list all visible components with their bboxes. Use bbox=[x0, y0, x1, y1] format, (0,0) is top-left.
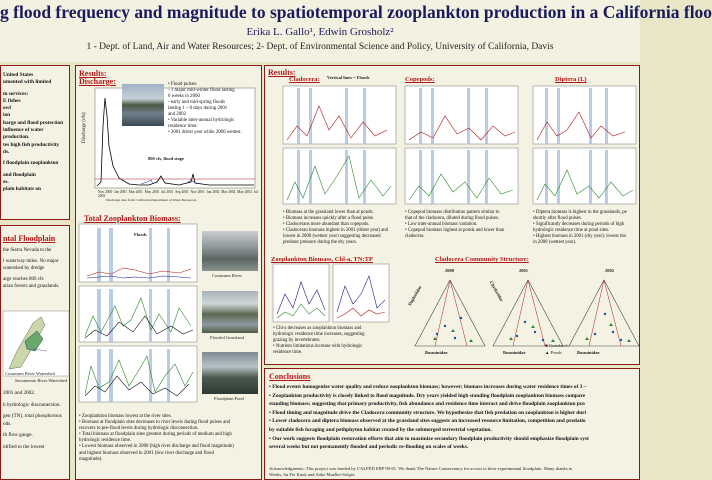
study-site-title: ntal Floodplain bbox=[3, 234, 56, 243]
diptera-bullets: • Diptera biomass is highest in the grasslands, pe shortly after flood pulses. • Significantly decreases during periods of high hydrologic residence time at pond sites. • Highest biomass in 2001 (dry year); lowest bio in 2000 (wettest year). bbox=[533, 210, 627, 245]
ternary-axis-daphniidae: Daphniidae bbox=[407, 284, 423, 307]
zoop-title: Total Zooplankton Biomass: bbox=[84, 214, 181, 223]
zoop-chart-pond bbox=[79, 346, 199, 404]
zoop-bullets: • Zooplankton biomass lowest at the river sites. • Biomass at floodplain sites decreases to river levels during flood pulses and recovers to pre-flood levels during hydrologic disconnection. • Total biomass at floodplain sites greatest during periods of medium and high hydrologic residence time. • Lowest biomass observed in 2000 (high river discharge and flood magnitude) and highest biomass observed in 2001 (low river discharge and flood magnitude). bbox=[79, 414, 234, 462]
legend-ponds: ▲ Ponds bbox=[545, 350, 562, 355]
flood-stage-label: 800 cfs, flood stage bbox=[148, 156, 184, 161]
ternary-axis-chydoridae: Chydoridae bbox=[488, 280, 505, 303]
ternary-axis-bosminidae-2: Bosminidae bbox=[503, 350, 526, 355]
conclusions-panel bbox=[264, 368, 640, 480]
year-2000: 2000 bbox=[445, 268, 454, 273]
cladocera-charts bbox=[283, 86, 398, 206]
map-label-cosumnes: Cosumnes River Watershed bbox=[5, 371, 55, 376]
ternary-plots bbox=[405, 274, 641, 354]
community-title: Cladocera Community Structure: bbox=[435, 256, 529, 263]
photo-label-cosumnes: Cosumnes River bbox=[212, 273, 242, 278]
poster-title: g flood frequency and magnitude to spatiotemporal zooplankton production in a California floo bbox=[0, 2, 712, 22]
cosumnes-photo bbox=[202, 231, 258, 271]
methods-text: 2001 and 2002. h hydrologic disconnection. gen (TN), total phosphorous ods. th flow gauge. ntified to the lowest bbox=[3, 390, 62, 450]
results-left-title: Results: bbox=[79, 69, 107, 78]
year-2002: 2002 bbox=[605, 268, 614, 273]
discharge-xlabels: Nov 2000 Jan 2001 Mar 2001 May 2001 Jul 2001 Sep 2001 Nov 2001 Jan 2002 Mar 2002 May 2002 Jul 2002 bbox=[98, 190, 258, 198]
grassland-photo bbox=[202, 291, 258, 333]
year-2001: 2001 bbox=[519, 268, 528, 273]
river-photo bbox=[122, 84, 164, 126]
diptera-title: Diptera (L) bbox=[555, 76, 587, 83]
results-right-panel bbox=[264, 65, 640, 365]
zoop-chart-grassland bbox=[79, 286, 199, 344]
acknowledgments: Acknowledgments: This project was funded by CALFED ERP 99-01. We thank The Nature Conservancy for access to their experimental floodplain. Many thanks to Weeks, Su Fei Kuok and Anke Mueller-Solger. bbox=[269, 466, 573, 477]
authors: Erika L. Gallo¹, Edwin Grosholz² bbox=[246, 26, 394, 38]
pond-photo bbox=[202, 352, 258, 394]
map-label-sacramento: Sacramento River Watershed bbox=[15, 378, 68, 383]
watershed-map bbox=[3, 311, 69, 376]
chla-title: Zooplankton Biomass, Chl-a, TN:TP bbox=[271, 256, 373, 263]
copepod-charts bbox=[405, 86, 520, 206]
ternary-axis-bosminidae-1: Bosminidae bbox=[425, 350, 448, 355]
study-site-text: the Sierra Nevada to the l waterway miles. No major watershed by dredge arge reaches 800 cfs arian forests and grasslands. bbox=[3, 248, 60, 289]
results-right-title: Results: bbox=[268, 68, 296, 77]
copepods-title: Copepods: bbox=[405, 76, 435, 83]
ternary-axis-bosminidae-3: Bosminidae bbox=[577, 350, 600, 355]
vertical-lines-note: Vertical lines = Floods bbox=[327, 75, 370, 80]
chla-charts bbox=[273, 264, 391, 324]
flood-pulse-bullets: • Flood pulses: - 1 major mid-winter flood lasting 6 weeks in 2000 - early and mid-spring floods lasting 1 – 6 days during 2001 and 2002 • Variable inter-annual hydrologic residence time. • 2001 driest year while 2000 wettest. bbox=[168, 82, 242, 135]
conclusions-text: • Flood events homogenize water quality and reduce zooplankton biomass; however; biomass increases during water residence times of 3 – • Zooplankton productivity is closely linked to flood magnitude. Dry years yielded high standing floodplain zooplankton biomass compare standing biomass; suggesting that primary productivity, fish abundance and residence time interact and drive floodplain zooplankton pro • Flood timing and magnitude drive the Cladocera community structure. We hypothesize that fish predation on zooplankton is higher duri • Lower cladocera and diptera biomass observed at the grassland sites suggests an increased resource limitation, competition and predatio by suitable fish foraging and pethphyton habitat created by the submerged terrestrial vegetation. • Our work suggests floodplain restoration efforts that aim to maximize secondary floodplain productivity should emphasize floodplain syst several weeks but not permanently flooded and periodic re-flooding on scales of weeks. bbox=[269, 384, 589, 451]
study-site-panel bbox=[0, 225, 70, 480]
affiliations: 1 - Dept. of Land, Air and Water Resources; 2- Dept. of Environmental Science and Policy, University of California, Davis bbox=[86, 42, 554, 52]
discharge-title: Discharge: bbox=[79, 77, 116, 86]
copepod-bullets: • Copepod biomass distribution pattern similar to that of the cladocera, diluted during flood pulses. • Low inter-annual biomass variation. • Copepod biomass highest at ponds and lower than cladocera. bbox=[405, 210, 505, 239]
legend-grasslands: ■ Grasslands bbox=[545, 343, 569, 348]
photo-label-pond: Floodplain Pond bbox=[214, 396, 244, 401]
cladocera-title: Cladocera: bbox=[289, 76, 320, 83]
diptera-charts bbox=[533, 86, 638, 206]
discharge-ylabel: Discharge (cfs) bbox=[82, 112, 87, 143]
poster-header bbox=[0, 0, 712, 62]
conclusions-title: Conclusions bbox=[269, 372, 311, 381]
cladocera-bullets: • Biomass at the grassland lower than at ponds. • Biomass increases quickly after a flood pulse. • Cladocerans more abundant than copepods. • Cladoceran biomass highest in 2001 (driest year) and lowest in 2000 (wettest year) suggesting decreased predator pressure during the dry years. bbox=[283, 210, 389, 245]
results-left-panel bbox=[75, 65, 262, 480]
photo-label-grassland: Flooded Grassland bbox=[210, 335, 244, 340]
floods-label: Floods bbox=[134, 232, 147, 237]
intro-text: United States umented with limited m services: E fishes owl ion harge and flood protection influence of water production. tes high fish productivity ds. f floodplain zooplankton and floodplain es. plain habitats on bbox=[3, 72, 64, 193]
chla-bullets: • Chl-a decreases as zooplankton biomass and hydrologic residence time increases, suggesting grazing by invertebrates. • Nutrient limitations increase with hydrologic residence time. bbox=[273, 326, 365, 355]
intro-panel bbox=[0, 65, 70, 220]
discharge-source: Discharge data from: California Department of Water Resources. bbox=[106, 198, 197, 202]
